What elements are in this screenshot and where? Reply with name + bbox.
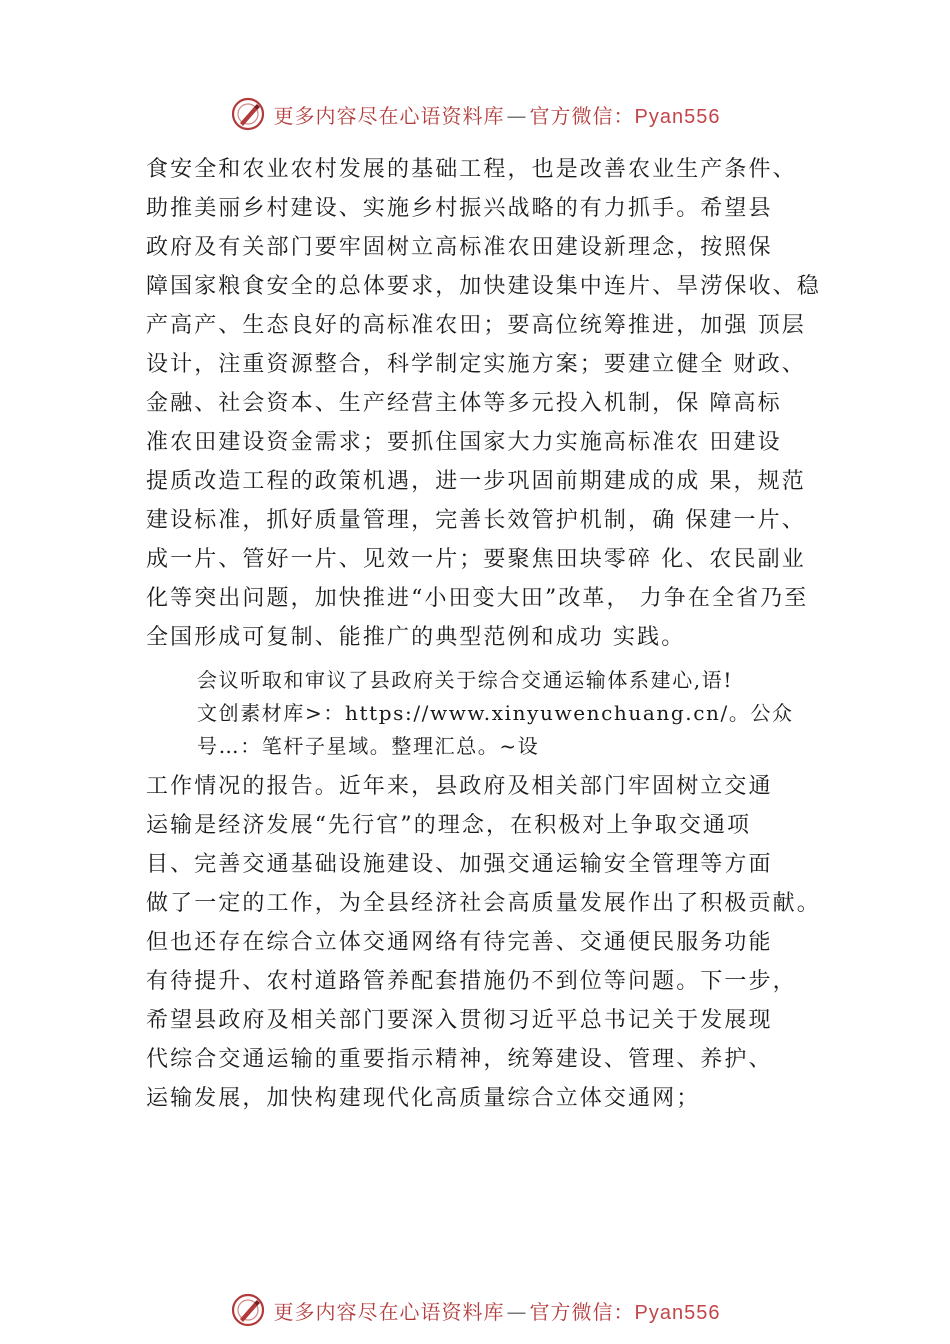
- paragraph2-line: 运输发展，加快构建现代化高质量综合立体交通网；: [146, 1086, 701, 1111]
- note-line: 文创素材库>：https://www.xinyuwenchuang.cn/。公众: [197, 701, 794, 725]
- paragraph2-line: 代综合交通运输的重要指示精神，统筹建设、管理、养护、: [146, 1047, 773, 1072]
- paragraph1-line: 提质改造工程的政策机遇，进一步巩固前期建成的成 果，规范: [146, 469, 806, 494]
- banner-contact-label: 官方微信：: [529, 1299, 635, 1324]
- paragraph1-line: 障国家粮食安全的总体要求，加快建设集中连片、旱涝保收、稳: [146, 274, 821, 299]
- note-line: 号…：笔杆子星域。整理汇总。~设: [197, 734, 540, 758]
- paragraph2-line: 目、完善交通基础设施建设、加强交通运输安全管理等方面: [146, 852, 773, 877]
- paragraph1-line: 建设标准，抓好质量管理，完善长效管护机制，确 保建一片、: [146, 508, 806, 533]
- banner-separator: —: [506, 103, 528, 128]
- note-line: 会议听取和审议了县政府关于综合交通运输体系建心,语!: [197, 668, 733, 692]
- banner-main: 更多内容尽在心语资料库: [273, 1299, 505, 1324]
- paragraph1-line: 设计，注重资源整合，科学制定实施方案；要建立健全 财政、: [146, 352, 806, 377]
- banner-contact-id: Pyan556: [634, 1301, 721, 1324]
- pen-logo-icon: [230, 1292, 266, 1328]
- paragraph1-line: 成一片、管好一片、见效一片；要聚焦田块零碎 化、农民副业: [146, 547, 806, 572]
- paragraph1-line: 化等突出问题，加快推进“小田变大田”改革， 力争在全省乃至: [146, 586, 809, 611]
- banner-separator: —: [506, 1299, 528, 1324]
- footer-banner: [0, 1288, 950, 1332]
- banner-main: 更多内容尽在心语资料库: [273, 103, 505, 128]
- banner-text: [274, 1296, 721, 1325]
- paragraph2-line: 工作情况的报告。近年来，县政府及相关部门牢固树立交通: [146, 774, 773, 799]
- paragraph1-line: 助推美丽乡村建设、实施乡村振兴战略的有力抓手。希望县: [146, 196, 773, 221]
- paragraph1-line: 金融、社会资本、生产经营主体等多元投入机制，保 障高标: [146, 391, 782, 416]
- paragraph2-line: 有待提升、农村道路管养配套措施仍不到位等问题。下一步，: [146, 969, 797, 994]
- paragraph2-line: 但也还存在综合立体交通网络有待完善、交通便民服务功能: [146, 930, 773, 955]
- paragraph2-line: 希望县政府及相关部门要深入贯彻习近平总书记关于发展现: [146, 1008, 773, 1033]
- paragraph1-line: 产高产、生态良好的高标准农田；要高位统筹推进，加强 顶层: [146, 313, 806, 338]
- paragraph1-line: 全国形成可复制、能推广的典型范例和成功 实践。: [146, 625, 686, 650]
- paragraph2-line: 运输是经济发展“先行官”的理念，在积极对上争取交通项: [146, 813, 752, 838]
- paragraph1-line: 准农田建设资金需求；要抓住国家大力实施高标准农 田建设: [146, 430, 782, 455]
- banner-contact-id: Pyan556: [634, 105, 721, 128]
- paragraph1-line: 政府及有关部门要牢固树立高标准农田建设新理念，按照保: [146, 235, 773, 260]
- banner-contact-label: 官方微信：: [529, 103, 635, 128]
- paragraph1-line: 食安全和农业农村发展的基础工程，也是改善农业生产条件、: [146, 157, 797, 182]
- paragraph2-line: 做了一定的工作，为全县经济社会高质量发展作出了积极贡献。: [146, 891, 821, 916]
